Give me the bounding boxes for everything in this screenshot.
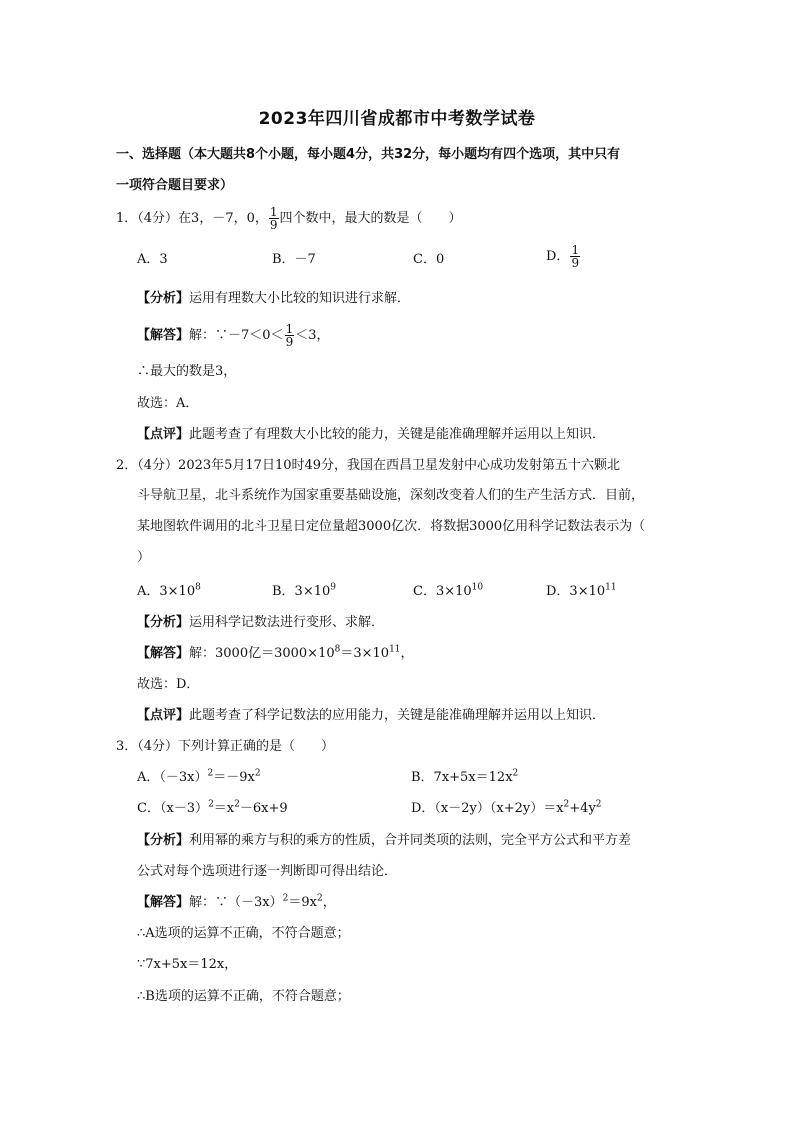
- comment-tag: 【点评】: [137, 427, 190, 442]
- q1-comment: 【点评】此题考查了有理数大小比较的能力，关键是能准确理解并运用以上知识．: [137, 427, 606, 442]
- section-heading-line1: 一、选择题（本大题共8个小题，每小题4分，共32分，每小题均有四个选项，其中只有: [116, 147, 621, 162]
- q1-answer: 【解答】解：∵－7＜0＜ $\frac{1}{9}$ ＜3，: [137, 322, 330, 349]
- section-heading-line2: 一项符合题目要求）: [116, 178, 234, 193]
- q2-stem-line2: 斗导航卫星，北斗系统作为国家重要基础设施，深刻改变着人们的生产生活方式．目前，: [137, 488, 645, 503]
- q2-option-d: D．$3\times 10^{11}$: [546, 582, 617, 599]
- q3-stem: 3．（4分）下列计算正确的是（ ）: [116, 739, 335, 754]
- q3-line-b: ∵7x+5x＝12x，: [137, 957, 238, 972]
- q3-option-d: D．$(x-2y)(x+2y)=x^2+4y^2$: [411, 799, 602, 816]
- q3-answer: 【解答】解：$\because(-3x)^2=9x^2$，: [137, 893, 336, 910]
- q3-option-b: B．$7x+5x=12x^2$: [411, 768, 519, 785]
- q2-choose: 故选：D．: [137, 677, 200, 692]
- page-title: 2023年四川省成都市中考数学试卷: [258, 109, 536, 129]
- q2-answer: 【解答】解：3000亿$=3000\times 10^8=3\times 10^{11}$，: [137, 644, 414, 661]
- q1-option-a: A．3: [137, 252, 168, 267]
- q1-stem-suffix: 四个数中，最大的数是（ ）: [279, 211, 462, 226]
- q1-option-d-fraction: $\frac{1}{9}$: [571, 243, 580, 270]
- q3-option-a: A．$(-3x)^2=-9x^2$: [137, 768, 261, 785]
- q3-analysis-line1: 【分析】利用幂的乘方与积的乘方的性质，合并同类项的法则，完全平方公式和平方差: [137, 833, 632, 848]
- q1-option-c: C．0: [413, 252, 445, 267]
- q2-stem-line4: ）: [137, 550, 151, 565]
- q3-line-c: ∴B选项的运算不正确，不符合题意；: [137, 989, 350, 1004]
- analysis-tag: 【分析】: [137, 291, 190, 306]
- q1-fraction: $\frac{1}{9}$: [269, 205, 278, 232]
- q1-therefore: ∴最大的数是3，: [137, 364, 237, 379]
- q2-comment: 【点评】此题考查了科学记数法的应用能力，关键是能准确理解并运用以上知识．: [137, 708, 606, 723]
- q2-stem-line1: 2．（4分）2023年5月17日10时49分，我国在西昌卫星发射中心成功发射第五十六颗北: [116, 458, 621, 473]
- analysis-tag: 【分析】: [137, 833, 190, 848]
- q2-option-b: B．$3\times 10^9$: [272, 582, 336, 599]
- answer-tag: 【解答】: [137, 895, 190, 910]
- q3-analysis-line2: 公式对每个选项进行逐一判断即可得出结论．: [137, 864, 398, 879]
- q1-choose: 故选：A．: [137, 396, 199, 411]
- q1-stem: [116, 206, 462, 231]
- analysis-tag: 【分析】: [137, 615, 190, 630]
- q1-analysis: 【分析】运用有理数大小比较的知识进行求解．: [137, 291, 411, 306]
- q2-analysis: 【分析】运用科学记数法进行变形、求解．: [137, 615, 385, 630]
- q2-option-a: A．$3\times 10^8$: [137, 582, 201, 599]
- answer-tag: 【解答】: [137, 646, 190, 661]
- q2-stem-line3: 某地图软件调用的北斗卫星日定位量超3000亿次．将数据3000亿用科学记数法表示为（: [137, 519, 646, 534]
- comment-tag: 【点评】: [137, 708, 190, 723]
- q1-stem-prefix: 1．（4分）在3，－7，0，: [116, 211, 268, 226]
- q1-answer-fraction: $\frac{1}{9}$: [285, 322, 294, 349]
- q3-line-a: ∴A选项的运算不正确，不符合题意；: [137, 926, 350, 941]
- answer-tag: 【解答】: [137, 328, 190, 343]
- q1-option-d: D． $\frac{1}{9}$: [546, 243, 580, 270]
- q3-option-c: C．$(x-3)^2=x^2-6x+9$: [137, 799, 288, 816]
- q2-option-c: C．$3\times 10^{10}$: [413, 582, 484, 599]
- q1-option-b: B．－7: [272, 252, 316, 267]
